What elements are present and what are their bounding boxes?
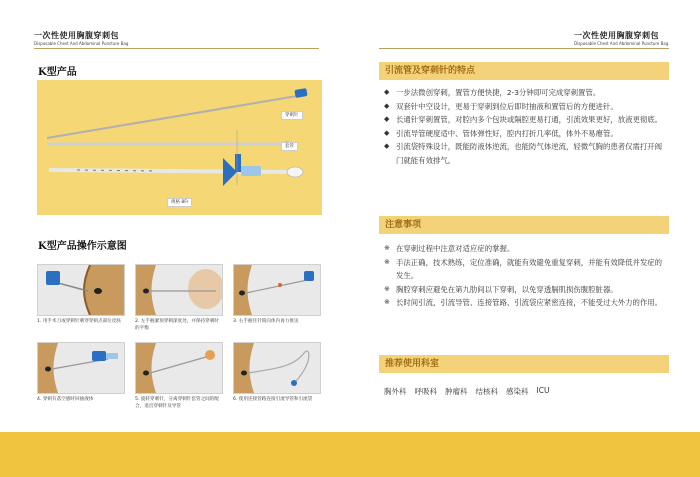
- spec-label: 规格 8Fr: [167, 198, 192, 207]
- step-2-caption: 2. 左手握紧预穿刺深度处，并保持穿刺时的平衡: [135, 319, 219, 331]
- right-header-title: 一次性使用胸腹穿刺包: [574, 30, 659, 40]
- step-6-caption: 6. 使用连接管路连接引流导管和引流袋: [233, 397, 313, 402]
- step-2-illustration: [136, 265, 222, 315]
- notes-title-bar: [379, 216, 669, 234]
- step-3-caption: 3. 右手握住针筒向体内再力推送: [233, 319, 299, 324]
- product-image: [37, 80, 322, 215]
- step-4-image: [37, 342, 125, 394]
- step-3-illustration: [234, 265, 320, 315]
- features-list: [384, 86, 668, 167]
- step-1-image: [37, 264, 125, 316]
- step-5-caption: 5. 旋转穿刺针，分离穿刺针套管之间的配合，退出穿刺针及导管: [135, 397, 219, 409]
- step-5-illustration: [136, 343, 222, 393]
- features-item: ◆ 长通针穿刺置管，对腔内多个包块或隔腔更易打通，引流效果更好，放液更彻底。: [384, 113, 668, 127]
- right-header-rule: [379, 48, 669, 49]
- step-6-illustration: [234, 343, 320, 393]
- reference-mark-icon: ※: [384, 284, 390, 293]
- diagram-heading: K型产品操作示意图: [38, 241, 127, 252]
- right-header-subtitle: Disposable Chest And Abdominal Puncture Bag: [574, 41, 669, 46]
- reference-mark-icon: ※: [384, 257, 390, 266]
- left-header-title: 一次性使用胸腹穿刺包: [34, 30, 119, 40]
- departments-title: 推荐使用科室: [385, 359, 440, 369]
- step-2-image: [135, 264, 223, 316]
- department-item: 感染科: [506, 387, 529, 396]
- step-5-image: [135, 342, 223, 394]
- features-title-bar: [379, 62, 669, 80]
- product-heading: K型产品: [38, 67, 77, 78]
- sheath-label: 套管: [281, 142, 298, 151]
- features-item: ◆ 一步法微创穿刺，置管方便快捷，2-3分钟即可完成穿刺置管。: [384, 86, 668, 100]
- department-item: 胸外科: [384, 387, 407, 396]
- notes-item: ※ 长时间引流，引流导管、连接管路、引流袋应紧密连接，不能受过大外力的作用。: [384, 296, 668, 310]
- step-4-caption: 4. 穿刺有落空感时回抽液体: [37, 397, 94, 402]
- features-title: 引流管及穿刺针的特点: [385, 66, 476, 76]
- notes-list: [384, 242, 668, 310]
- diamond-bullet-icon: ◆: [384, 142, 390, 150]
- needle-label: 穿刺针: [281, 111, 303, 120]
- notes-item: ※ 胸腔穿刺应避免在第九肋间以下穿刺，以免穿透膈肌损伤腹腔脏器。: [384, 283, 668, 297]
- left-header-subtitle: Disposable Chest And Abdominal Puncture Bag: [34, 41, 129, 46]
- notes-item: ※ 手法正确，技术熟练，定位准确，就能有效避免重复穿刺，并能有效降低并发症的发生。: [384, 256, 668, 283]
- step-1-illustration: [38, 265, 124, 315]
- diamond-bullet-icon: ◆: [384, 88, 390, 96]
- left-header-rule: [34, 48, 319, 49]
- step-3-image: [233, 264, 321, 316]
- product-illustration: [37, 80, 322, 215]
- department-item: ICU: [536, 386, 550, 395]
- notes-title: 注意事项: [385, 220, 422, 230]
- features-item: ◆ 引流导管硬度适中、管体弹性好，腔内打折几率低，体外不易瘪管。: [384, 127, 668, 141]
- diamond-bullet-icon: ◆: [384, 101, 390, 110]
- bottom-band: [0, 432, 700, 477]
- notes-item: ※ 在穿刺过程中注意对适应症的掌握。: [384, 242, 668, 256]
- reference-mark-icon: ※: [384, 244, 390, 252]
- step-4-illustration: [38, 343, 124, 393]
- reference-mark-icon: ※: [384, 298, 390, 306]
- department-item: 结核科: [475, 387, 498, 396]
- step-1-caption: 1. 用手术刀或穿刺针刺穿穿刺点部位皮肤: [37, 319, 121, 324]
- diamond-bullet-icon: ◆: [384, 115, 390, 123]
- department-item: 肿瘤科: [445, 387, 468, 396]
- features-item: ◆ 双套针中空设计，更易于穿刺到位后即时抽液和置管后的方便进针。: [384, 100, 668, 114]
- step-6-image: [233, 342, 321, 394]
- features-item: ◆ 引流袋特殊设计，既能防液体逆流，也能防气体逆流，轻微气胸的患者仅需打开阀门就能有效排气。: [384, 140, 668, 167]
- department-item: 呼吸科: [414, 387, 437, 396]
- diamond-bullet-icon: ◆: [384, 128, 390, 137]
- departments-list: [384, 386, 549, 397]
- departments-title-bar: [379, 355, 669, 373]
